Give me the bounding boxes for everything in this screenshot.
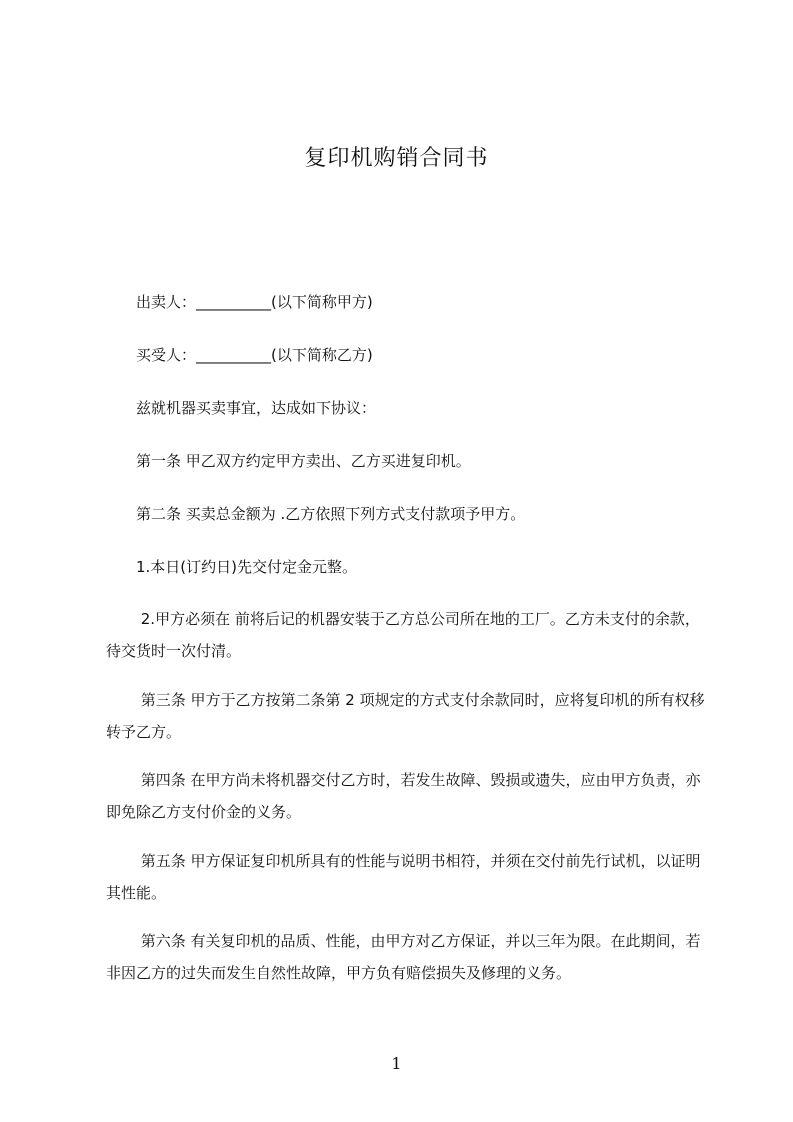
- document-title: 复印机购销合同书: [304, 146, 489, 171]
- article-2-item-2: 2.甲方必须在 前将后记的机器安装于乙方总公司所在地的工厂。乙方未支付的余款，待交货时一次付清。: [106, 610, 700, 660]
- article-5: 第五条 甲方保证复印机所具有的性能与说明书相符，并须在交付前先行试机，以证明其性能。: [106, 852, 701, 902]
- article-4: 第四条 在甲方尚未将机器交付乙方时，若发生故障、毁损或遗失，应由甲方负责，亦即免除乙方支付价金的义务。: [106, 771, 701, 821]
- seller-line: 出卖人：__________(以下简称甲方): [106, 293, 373, 311]
- buyer-line: 买受人：__________(以下简称乙方): [106, 346, 373, 364]
- page-number: 1: [391, 1054, 402, 1073]
- article-2-item-1: 1.本日(订约日)先交付定金元整。: [106, 558, 358, 576]
- article-3: 第三条 甲方于乙方按第二条第 2 项规定的方式支付余款同时，应将复印机的所有权移转予乙方。: [106, 691, 705, 741]
- agreement-intro: 兹就机器买卖事宜，达成如下协议：: [106, 399, 377, 417]
- article-1: 第一条 甲乙双方约定甲方卖出、乙方买进复印机。: [106, 452, 471, 470]
- article-6: 第六条 有关复印机的品质、性能，由甲方对乙方保证，并以三年为限。在此期间，若非因乙方的过失而发生自然性故障，甲方负有赔偿损失及修理的义务。: [106, 932, 701, 982]
- article-2: 第二条 买卖总金额为 .乙方依照下列方式支付款项予甲方。: [106, 505, 526, 523]
